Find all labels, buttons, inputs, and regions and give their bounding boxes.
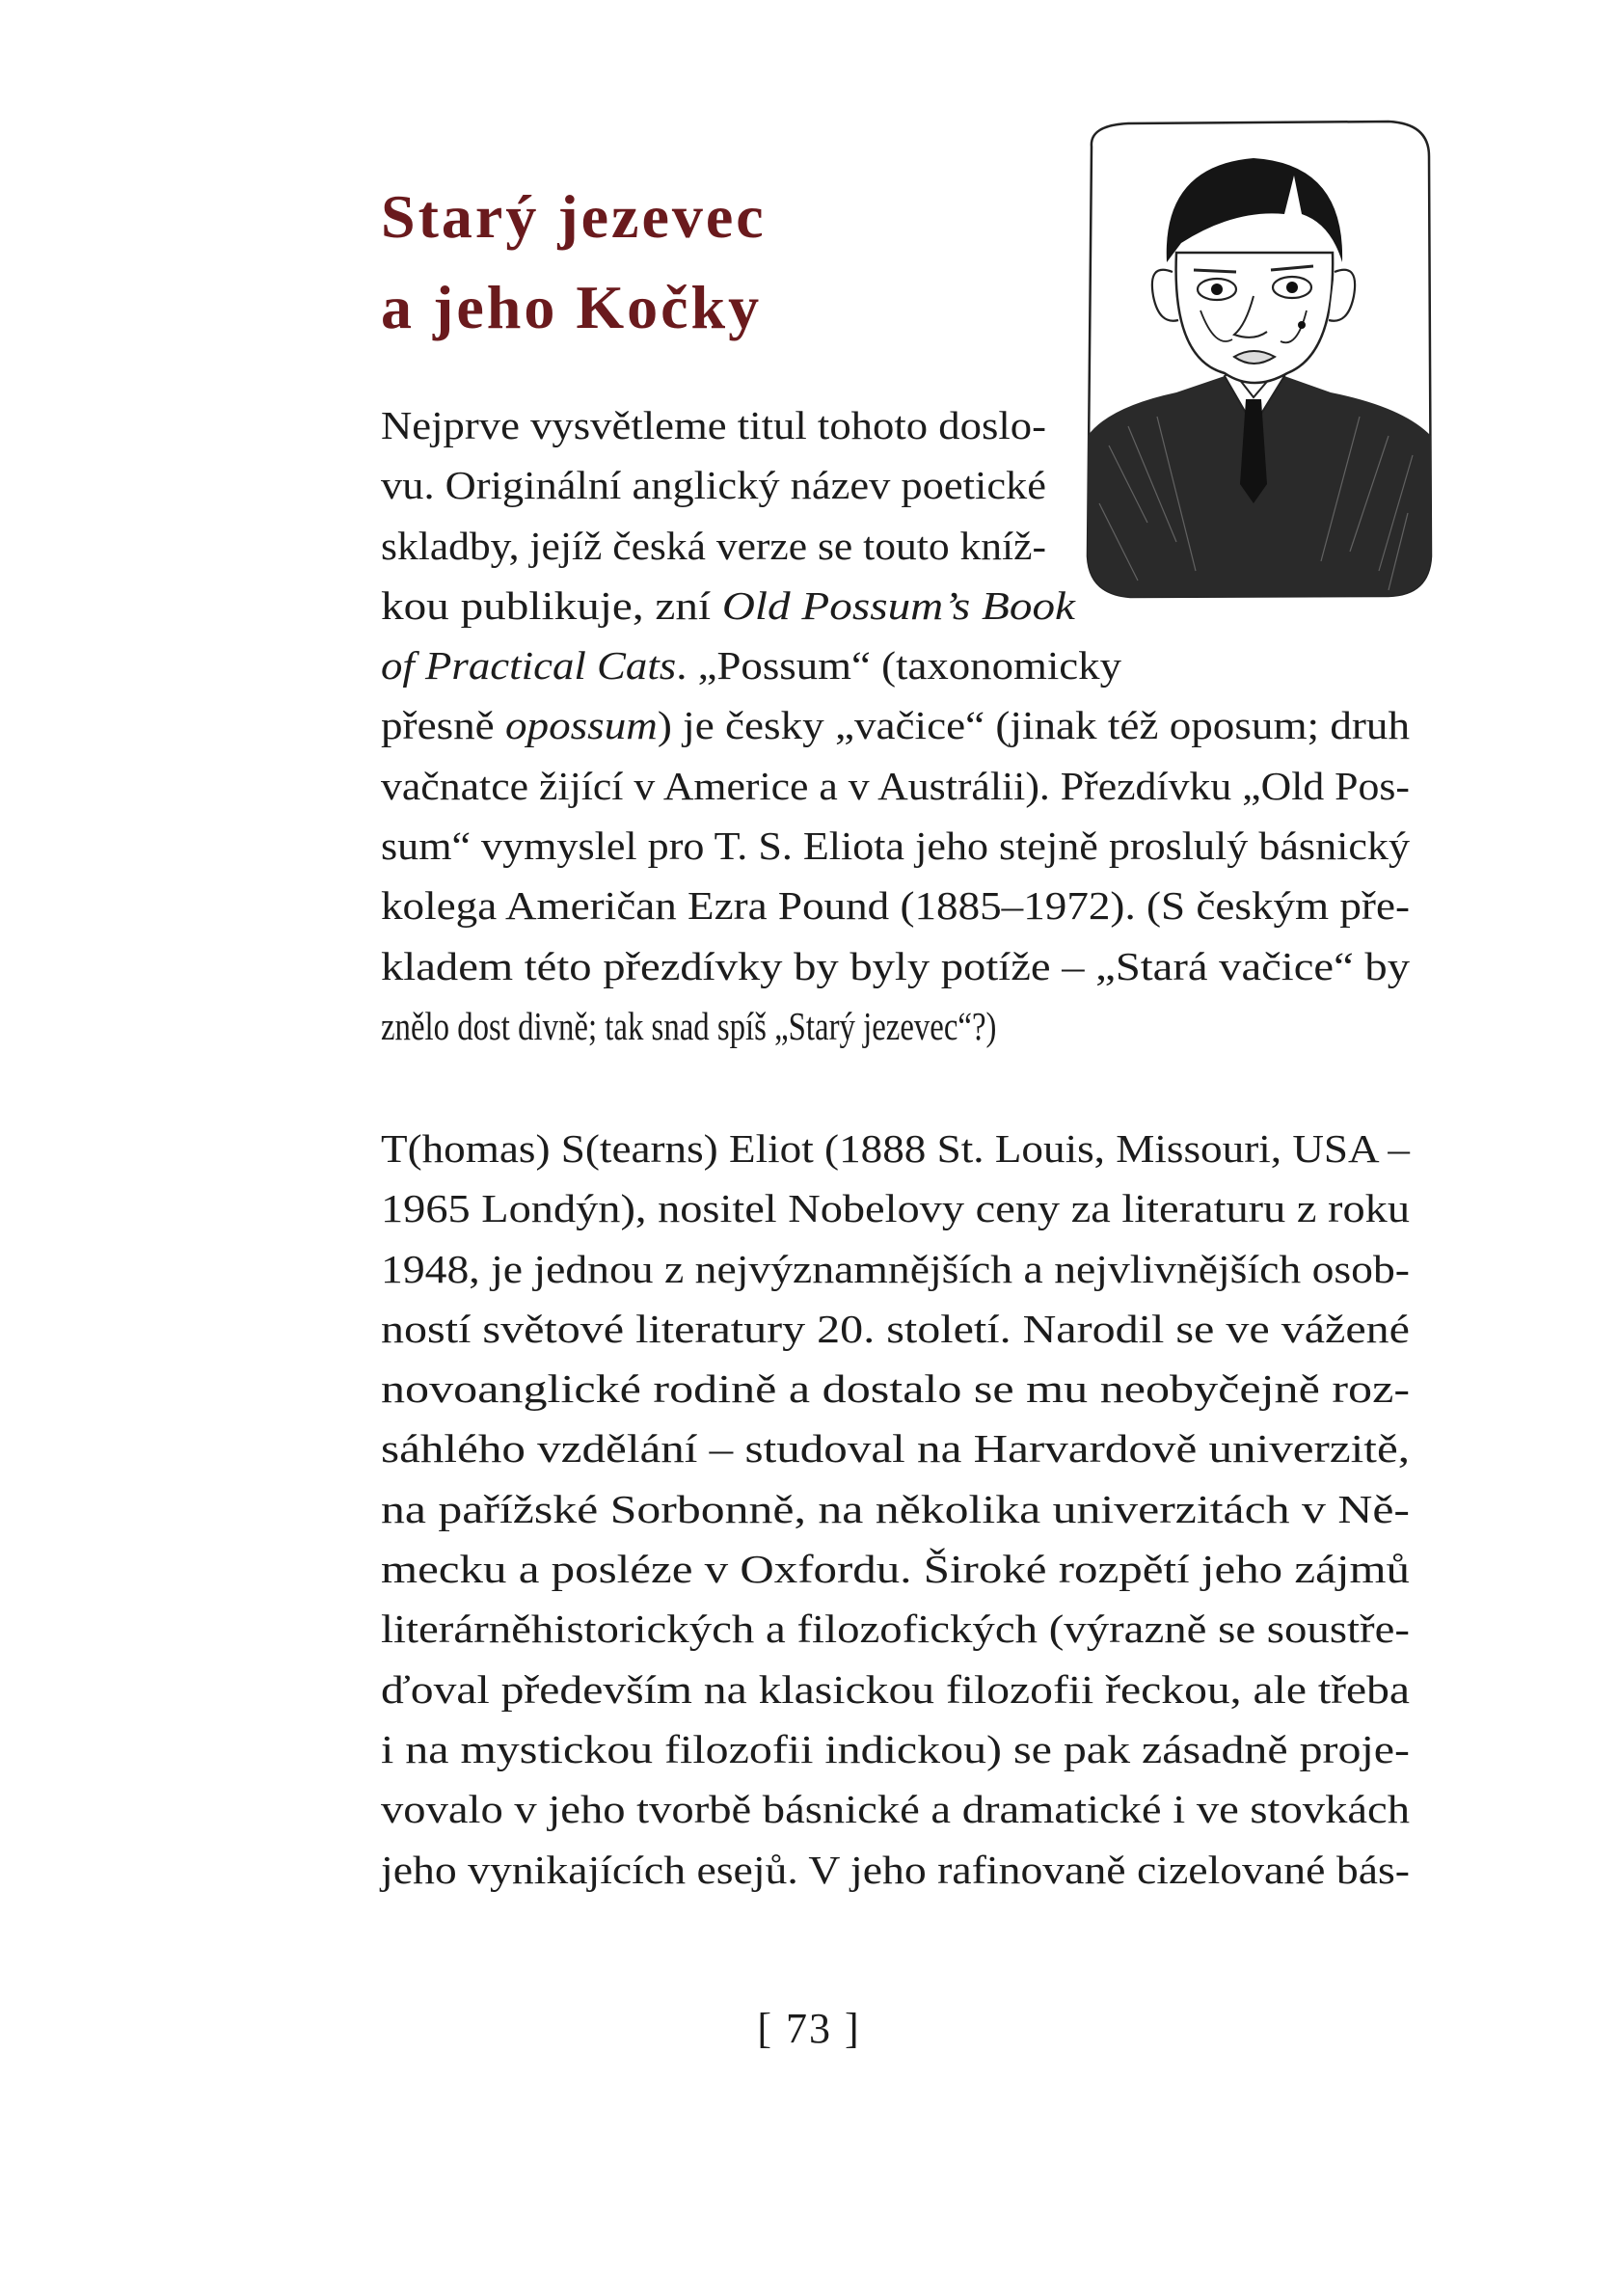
text-segment: jeho vynikajících esejů. V jeho rafinovaně cizelované bás- (381, 1847, 1410, 1892)
text-segment: . „Possum“ (taxonomicky (676, 643, 1121, 689)
text-line (381, 395, 1345, 455)
text-segment: ) je česky „vačice“ (jinak též oposum; druh (657, 703, 1410, 748)
chapter-title-line-1: Starý jezevec (381, 182, 767, 251)
paragraph-2 (381, 1119, 1410, 1900)
page-number: [ 73 ] (757, 2005, 861, 2052)
text-line (381, 516, 1345, 576)
text-line (381, 1479, 1410, 1539)
italic-text: opossum (504, 703, 658, 748)
text-line-content (381, 635, 1121, 695)
text-line-content (381, 516, 1046, 576)
italic-text: of Practical Cats (381, 643, 677, 689)
text-line (381, 1599, 1410, 1659)
text-line (381, 1719, 1410, 1779)
text-segment: znělo dost divně; tak snad spíš „Starý jezevec“?) (381, 1003, 997, 1048)
text-segment: vu. Originální anglický název poetické (381, 463, 1046, 508)
text-line-content (381, 576, 1075, 635)
text-line-content (381, 876, 1410, 935)
text-line (381, 455, 1345, 515)
text-line (381, 1660, 1410, 1719)
text-line-content (381, 756, 1410, 816)
text-segment: kolega Američan Ezra Pound (1885–1972). (S českým pře- (381, 883, 1410, 929)
text-segment: mecku a posléze v Oxfordu. Široké rozpětí jeho zájmů (381, 1547, 1410, 1592)
text-segment: literárněhistorických a filozofických (výrazně se soustře- (381, 1607, 1410, 1652)
text-segment: sáhlého vzdělání – studoval na Harvardově univerzitě, (381, 1426, 1410, 1472)
text-segment: ďoval především na klasickou filozofii řeckou, ale třeba (381, 1666, 1410, 1712)
text-line (381, 576, 1345, 635)
text-line-content (381, 1599, 1410, 1659)
text-line (381, 1119, 1410, 1178)
text-line (381, 695, 1410, 755)
text-segment: sum“ vymyslel pro T. S. Eliota jeho stejně proslulý básnický (381, 824, 1410, 869)
text-segment: ností světové literatury 20. století. Narodil se ve vážené (381, 1306, 1410, 1351)
text-line (381, 1239, 1410, 1299)
text-segment: novoanglické rodině a dostalo se mu neobyčejně roz- (381, 1366, 1410, 1412)
text-line (381, 1539, 1410, 1599)
text-segment: na pařížské Sorbonně, na několika univerzitách v Ně- (381, 1486, 1410, 1531)
text-line-content (381, 1299, 1410, 1359)
text-line-content (381, 395, 1046, 455)
text-segment: 1965 Londýn), nositel Nobelovy ceny za literaturu z roku (381, 1186, 1410, 1231)
text-line-content (381, 1779, 1410, 1839)
text-segment: kou publikuje, zní (381, 582, 722, 628)
chapter-title (381, 172, 767, 353)
text-segment: přesně (381, 703, 505, 748)
text-line-content (381, 1119, 1410, 1178)
text-segment: vovalo v jeho tvorbě básnické a dramatické i ve stovkách (381, 1787, 1410, 1832)
text-line-content (381, 816, 1410, 876)
text-segment: 1948, je jednou z nejvýznamnějších a nejvlivnějších osob- (381, 1246, 1410, 1291)
text-line (381, 816, 1410, 876)
text-line-content (381, 1719, 1410, 1779)
text-line (381, 1779, 1410, 1839)
text-segment: i na mystickou filozofii indickou) se pak zásadně proje- (381, 1726, 1410, 1771)
text-line-content (381, 1479, 1410, 1539)
text-segment: vačnatce žijící v Americe a v Austrálii). Přezdívku „Old Pos- (381, 763, 1410, 808)
text-line (381, 876, 1410, 935)
text-line (381, 1178, 1410, 1238)
text-line-content (381, 996, 996, 1056)
text-line-content (381, 695, 1410, 755)
text-line-content (381, 936, 1410, 996)
text-line-content (381, 1178, 1410, 1238)
text-segment: kladem této přezdívky by byly potíže – „Stará vačice“ by (381, 943, 1410, 988)
text-line (381, 1840, 1410, 1900)
text-line (381, 635, 1345, 695)
text-line-content (381, 455, 1046, 515)
text-segment: T(homas) S(tearns) Eliot (1888 St. Louis, Missouri, USA – (381, 1126, 1410, 1171)
text-line (381, 756, 1410, 816)
text-line-content (381, 1840, 1410, 1900)
text-line-content (381, 1539, 1410, 1599)
paragraph-1 (381, 395, 1410, 1056)
text-line-content (381, 1418, 1410, 1478)
italic-text: Old Possum’s Book (721, 582, 1075, 628)
text-line (381, 1359, 1410, 1418)
text-line-content (381, 1660, 1410, 1719)
text-segment: skladby, jejíž česká verze se touto kníž- (381, 523, 1046, 568)
text-line-content (381, 1239, 1410, 1299)
chapter-title-line-2: a jeho Kočky (381, 273, 763, 341)
text-line (381, 996, 1345, 1056)
text-line (381, 936, 1410, 996)
text-line (381, 1299, 1410, 1359)
text-line (381, 1418, 1410, 1478)
text-segment: Nejprve vysvětleme titul tohoto doslo- (381, 403, 1046, 447)
text-line-content (381, 1359, 1410, 1418)
